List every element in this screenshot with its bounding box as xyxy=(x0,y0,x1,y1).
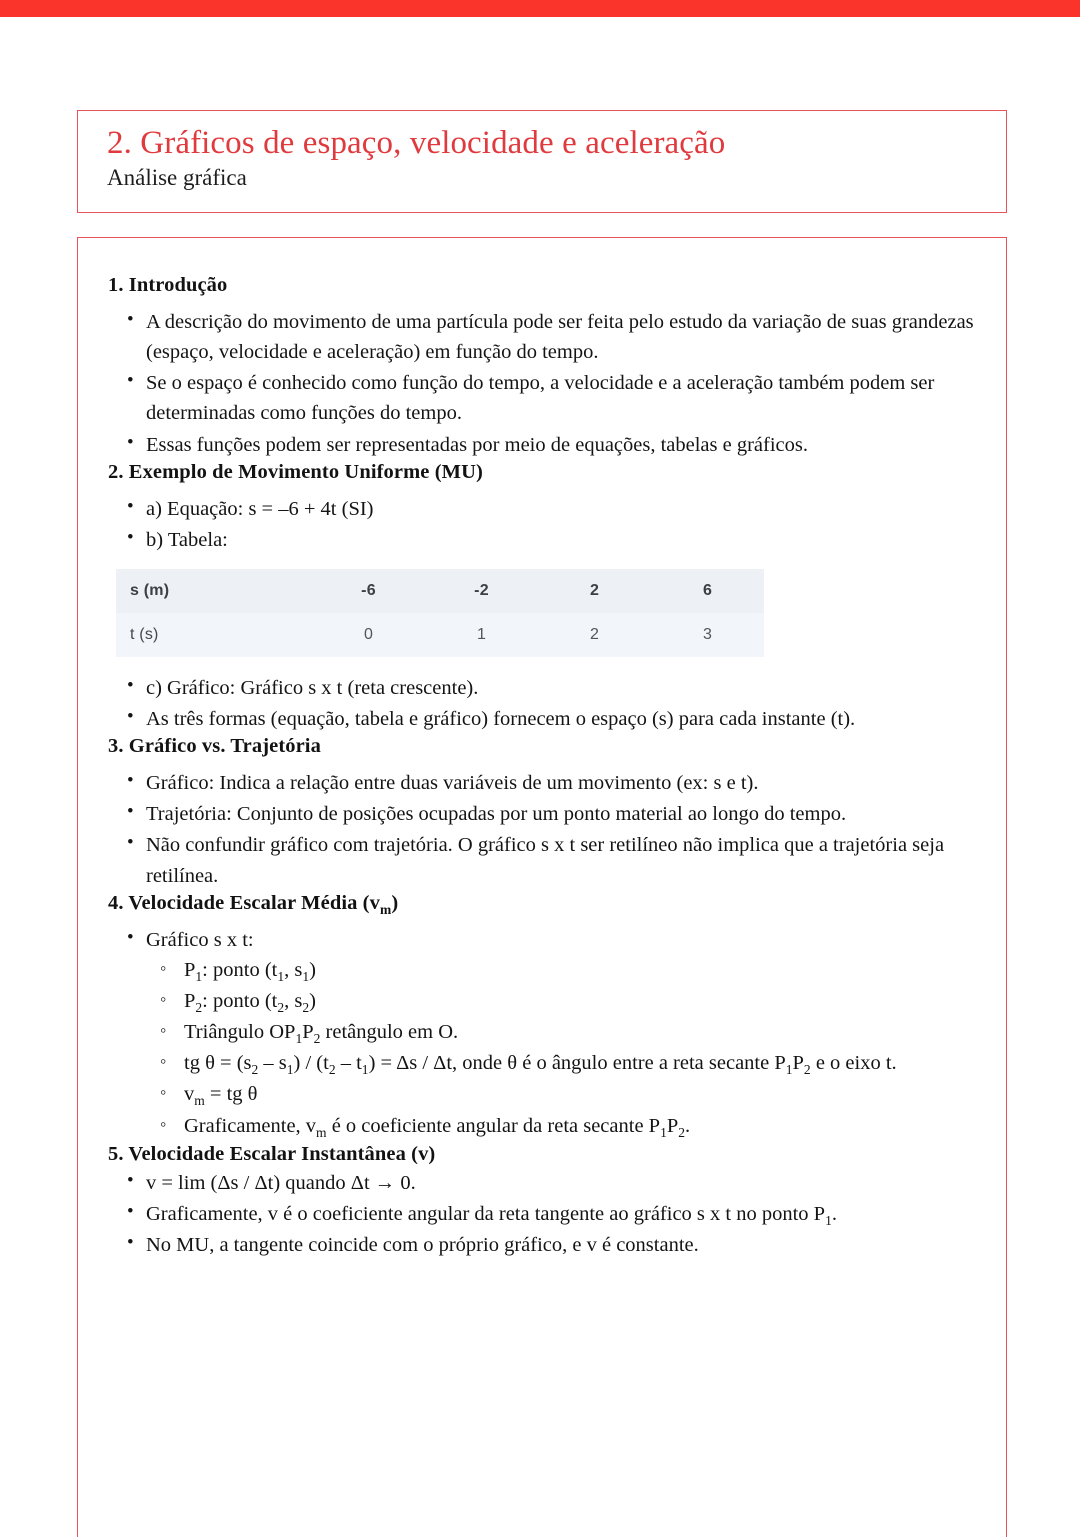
text-part: P xyxy=(184,958,196,981)
text-part: Graficamente, v xyxy=(184,1114,317,1137)
section-heading-grafico-vs-trajetoria: 3. Gráfico vs. Trajetória xyxy=(108,735,321,758)
text-part: retângulo em O. xyxy=(320,1021,459,1044)
heading-text-part: 4. Velocidade Escalar Média (v xyxy=(108,891,380,914)
intro-bullet-list xyxy=(108,307,976,460)
table-cell: -6 xyxy=(361,581,376,599)
subscript: 1 xyxy=(277,968,285,984)
text-part: – s xyxy=(258,1052,287,1075)
sub-item-p1 xyxy=(146,955,976,986)
subscript: 1 xyxy=(785,1062,793,1078)
vm-bullet-list xyxy=(108,925,976,1142)
subscript: 2 xyxy=(313,1031,321,1047)
list-item-limite: • v = lim (Δs / Δt) quando Δt → 0. xyxy=(108,1168,976,1198)
table-row-label: t (s) xyxy=(130,625,159,643)
subscript: 1 xyxy=(825,1212,832,1228)
heading-text-part: ) xyxy=(391,891,399,914)
sub-item-tangente xyxy=(146,1048,976,1079)
text-part: . xyxy=(685,1114,691,1137)
list-item-tangente xyxy=(108,1199,976,1229)
list-item-grafico-sxt xyxy=(108,925,976,1142)
sub-item-triangulo xyxy=(146,1017,976,1048)
table-cell: 1 xyxy=(476,625,487,643)
subscript: 2 xyxy=(678,1124,686,1140)
subscript: 1 xyxy=(195,968,203,984)
text-part: ) / (t xyxy=(293,1052,329,1075)
subscript: 2 xyxy=(195,1000,203,1015)
list-item-tres-formas: • As três formas (equação, tabela e gráfico) fornecem o espaço (s) para cada instante (t). xyxy=(108,704,976,734)
page-title: 2. Gráficos de espaço, velocidade e aceleração xyxy=(107,125,726,161)
list-item: • Essas funções podem ser representadas por meio de equações, tabelas e gráficos. xyxy=(108,430,976,460)
text-part: P xyxy=(666,1114,679,1137)
subscript: 2 xyxy=(803,1062,811,1078)
list-item-tabela: • b) Tabela: xyxy=(108,525,976,555)
text-part: ) xyxy=(309,958,316,981)
table-cell: 2 xyxy=(589,625,600,643)
text-part: P xyxy=(792,1052,804,1075)
subscript: 2 xyxy=(328,1062,336,1078)
section-heading-introducao: 1. Introdução xyxy=(108,274,228,296)
subscript: 2 xyxy=(251,1062,259,1078)
document-body xyxy=(77,237,1007,1537)
list-item: • A descrição do movimento de uma partícula pode ser feita pelo estudo da variação de suas grandezas (espaço, velocidade e aceleração) em função do tempo. xyxy=(108,307,976,367)
text-part: é o coeficiente angular da reta secante P xyxy=(326,1114,661,1137)
text-part: , s xyxy=(284,958,303,981)
subscript: m xyxy=(194,1093,205,1109)
text-part: tg θ = (s xyxy=(184,1052,252,1075)
section-heading-velocidade-media xyxy=(108,892,976,915)
data-table-s-x-t xyxy=(116,569,764,657)
text-part: Graficamente, v é o coeficiente angular da reta tangente ao gráfico s x t no ponto P xyxy=(146,1202,826,1225)
list-item: • Se o espaço é conhecido como função do tempo, a velocidade e a aceleração também podem ser determinadas como funções do tempo. xyxy=(108,368,976,428)
subscript: 1 xyxy=(295,1031,303,1047)
subscript: m xyxy=(316,1124,327,1140)
list-item: • Trajetória: Conjunto de posições ocupadas por um ponto material ao longo do tempo. xyxy=(108,799,976,829)
text-part: ) xyxy=(309,989,316,1012)
text-part: Triângulo OP xyxy=(184,1021,296,1044)
v-bullet-list xyxy=(108,1168,976,1260)
list-item: • Gráfico: Indica a relação entre duas variáveis de um movimento (ex: s e t). xyxy=(108,768,976,798)
table-cell: 2 xyxy=(589,581,600,599)
table-row xyxy=(116,613,764,657)
text-part: . xyxy=(831,1202,837,1225)
subscript: 1 xyxy=(286,1062,294,1078)
top-accent-bar xyxy=(0,0,1080,17)
sub-item-vm-equacao xyxy=(146,1079,976,1110)
text-part: – t xyxy=(335,1052,362,1075)
text-part: : ponto (t xyxy=(202,989,278,1012)
list-item-equacao: • a) Equação: s = –6 + 4t (SI) xyxy=(108,494,976,524)
text-part: ) = Δs / Δt, onde θ é o ângulo entre a reta secante P xyxy=(368,1052,786,1075)
heading-subscript: m xyxy=(379,901,392,917)
text-part: P xyxy=(302,1021,314,1044)
text-part: = tg θ xyxy=(204,1083,258,1106)
section-heading-movimento-uniforme: 2. Exemplo de Movimento Uniforme (MU) xyxy=(108,460,483,483)
list-item-grafico: • c) Gráfico: Gráfico s x t (reta crescente). xyxy=(108,673,976,703)
subscript: 1 xyxy=(361,1062,369,1078)
table-cell: 3 xyxy=(702,625,713,643)
sub-item-p2 xyxy=(146,986,976,1017)
mu-bullet-list-top xyxy=(108,494,976,555)
page-subtitle: Análise gráfica xyxy=(107,164,247,190)
text-part: P xyxy=(184,989,196,1012)
sub-item-coeficiente-angular xyxy=(146,1111,976,1142)
subscript: 2 xyxy=(302,1000,310,1015)
section-heading-velocidade-instantanea: 5. Velocidade Escalar Instantânea (v) xyxy=(108,1142,436,1165)
text-part: e o eixo t. xyxy=(810,1052,897,1075)
subscript: 1 xyxy=(302,968,310,984)
list-item-mu-constante: • No MU, a tangente coincide com o próprio gráfico, e v é constante. xyxy=(108,1230,976,1260)
subscript: 2 xyxy=(277,1000,285,1015)
text-part: : ponto (t xyxy=(202,958,278,981)
table-cell: 0 xyxy=(363,625,374,643)
table-cell: -2 xyxy=(474,581,489,599)
table-cell: 6 xyxy=(702,581,713,599)
text-part: v xyxy=(184,1083,195,1106)
text-part: , s xyxy=(284,989,303,1012)
mu-bullet-list-bottom xyxy=(108,673,976,734)
vm-sub-list xyxy=(146,955,976,1142)
list-item-label: Gráfico s x t: xyxy=(146,928,254,951)
table-row xyxy=(116,569,764,613)
subscript: 1 xyxy=(660,1124,667,1140)
list-item: • Não confundir gráfico com trajetória. O gráfico s x t ser retilíneo não implica que a trajetória seja retilínea. xyxy=(108,830,976,890)
trajetoria-bullet-list xyxy=(108,768,976,891)
table-row-label: s (m) xyxy=(130,581,170,599)
title-card xyxy=(77,110,1007,213)
